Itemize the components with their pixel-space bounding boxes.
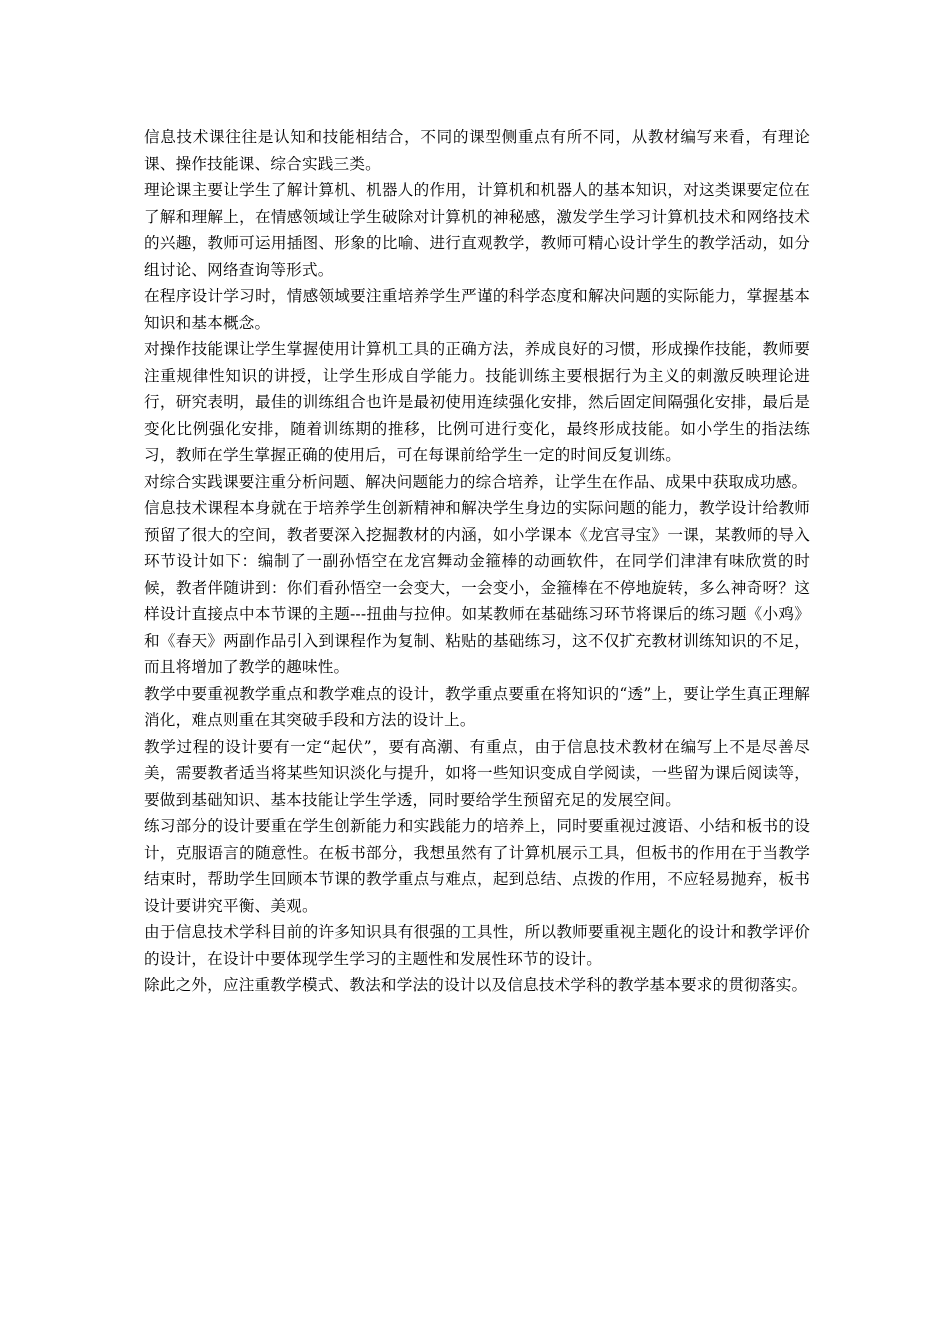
paragraph-6: 信息技术课程本身就在于培养学生创新精神和解决学生身边的实际问题的能力，教学设计给教师预留了很大的空间，教者要深入挖掘教材的内涵，如小学课本《龙宫寻宝》一课，某教师的导入环节设计如下：编制了一副孙悟空在龙宫舞动金箍棒的动画软件，在同学们津津有味欣赏的时候，教者伴随讲到：你们看孙悟空一会变大，一会变小，金箍棒在不停地旋转，多么神奇呀？这样设计直接点中本节课的主题---扭曲与拉伸。如某教师在基础练习环节将课后的练习题《小鸡》和《春天》两副作品引入到课程作为复制、粘贴的基础练习，这不仅扩充教材训练知识的不足，而且将增加了教学的趣味性。 [144,499,810,676]
paragraph-3: 在程序设计学习时，情感领域要注重培养学生严谨的科学态度和解决问题的实际能力，掌握基本知识和基本概念。 [144,287,810,332]
paragraph-5: 对综合实践课要注重分析问题、解决问题能力的综合培养，让学生在作品、成果中获取成功感。 [144,472,808,491]
paragraph-10: 由于信息技术学科目前的许多知识具有很强的工具性，所以教师要重视主题化的设计和教学评价的设计，在设计中要体现学生学习的主题性和发展性环节的设计。 [144,923,810,968]
paragraph-1: 信息技术课往往是认知和技能相结合，不同的课型侧重点有所不同，从教材编写来看，有理论课、操作技能课、综合实践三类。 [144,128,810,173]
paragraph-2: 理论课主要让学生了解计算机、机器人的作用，计算机和机器人的基本知识，对这类课要定位在了解和理解上，在情感领域让学生破除对计算机的神秘感，激发学生学习计算机技术和网络技术的兴趣，教师可运用插图、形象的比喻、进行直观教学，教师可精心设计学生的教学活动，如分组讨论、网络查询等形式。 [144,181,810,279]
document-body [144,124,810,999]
paragraph-4: 对操作技能课让学生掌握使用计算机工具的正确方法，养成良好的习惯，形成操作技能，教师要注重规律性知识的讲授，让学生形成自学能力。技能训练主要根据行为主义的刺激反映理论进行，研究表明，最佳的训练组合也许是最初使用连续强化安排，然后固定间隔强化安排，最后是变化比例强化安排，随着训练期的推移，比例可进行变化，最终形成技能。如小学生的指法练习，教师在学生掌握正确的使用后，可在每课前给学生一定的时间反复训练。 [144,340,810,464]
paragraph-11: 除此之外，应注重教学模式、教法和学法的设计以及信息技术学科的教学基本要求的贯彻落实。 [144,976,808,994]
paragraph-9: 练习部分的设计要重在学生创新能力和实践能力的培养上，同时要重视过渡语、小结和板书的设计，克服语言的随意性。在板书部分，我想虽然有了计算机展示工具，但板书的作用在于当教学结束时，帮助学生回顾本节课的教学重点与难点，起到总结、点拨的作用，不应轻易抛弃，板书设计要讲究平衡、美观。 [144,817,810,915]
paragraph-7: 教学中要重视教学重点和教学难点的设计，教学重点要重在将知识的“透”上，要让学生真正理解消化，难点则重在其突破手段和方法的设计上。 [144,684,810,729]
paragraph-8: 教学过程的设计要有一定“起伏”，要有高潮、有重点，由于信息技术教材在编写上不是尽善尽美，需要教者适当将某些知识淡化与提升，如将一些知识变成自学阅读，一些留为课后阅读等，要做到基础知识、基本技能让学生学透，同时要给学生预留充足的发展空间。 [144,737,810,809]
